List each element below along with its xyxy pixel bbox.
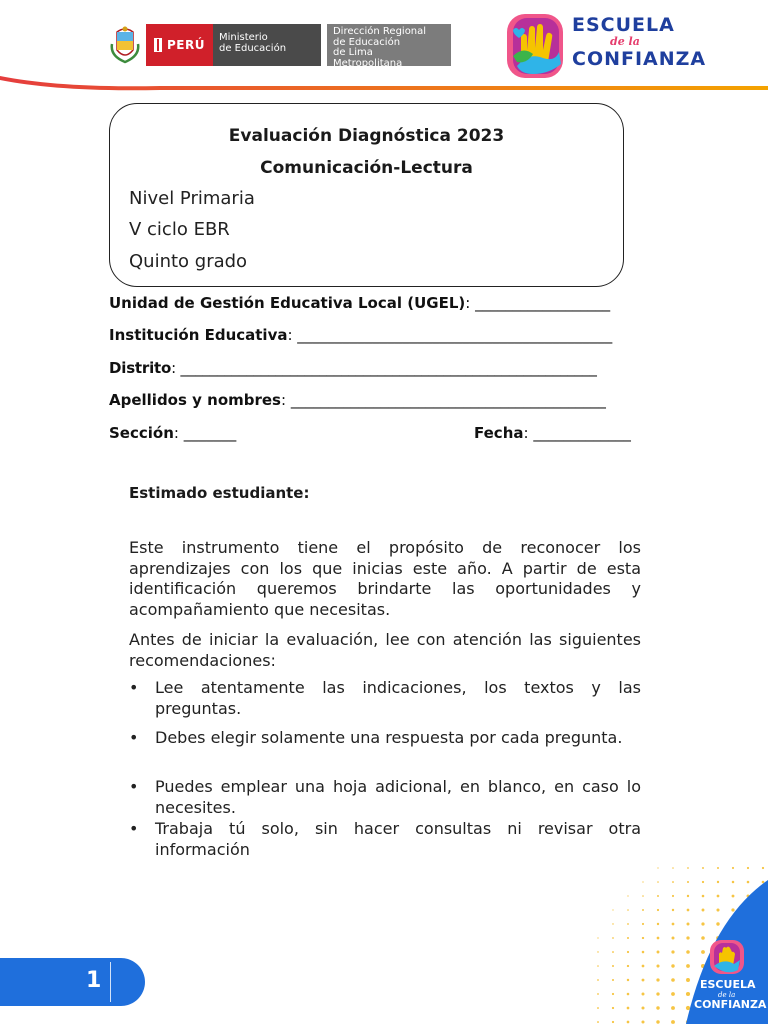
corner-escuela-label: ESCUELA <box>700 978 756 991</box>
decor-dot <box>687 923 690 926</box>
decor-dot <box>671 992 675 996</box>
dre-label: Dirección Regional de Educación de Lima Metropolitana <box>327 24 451 66</box>
decor-dot <box>732 895 735 898</box>
decor-dot <box>612 937 614 939</box>
bullet-icon: • <box>129 819 139 838</box>
decor-dot <box>701 936 705 940</box>
decor-dot <box>762 881 765 884</box>
decor-dot <box>686 936 689 939</box>
decor-dot <box>747 867 749 869</box>
decor-dot <box>657 881 659 883</box>
level-primaria: Nivel Primaria <box>129 188 255 209</box>
decor-dot <box>612 965 614 967</box>
decor-dot <box>612 993 614 995</box>
decor-dot <box>656 1006 659 1009</box>
decor-dot <box>642 951 645 954</box>
decor-dot <box>687 881 689 883</box>
level-grado: Quinto grado <box>129 251 248 272</box>
escuela-confianza-wordmark: ESCUELA de la CONFIANZA <box>572 14 707 70</box>
decor-dot <box>657 951 660 954</box>
decor-dot <box>627 895 628 896</box>
ugel-field[interactable]: Unidad de Gestión Educativa Local (UGEL): __________________ <box>109 294 611 312</box>
decor-dot <box>687 895 689 897</box>
intro-paragraph: Este instrumento tiene el propósito de reconocer los aprendizajes con los que inicias este año. A partir de esta identificación queremos brindarte las oportunidades y acompañamiento que necesitas. <box>129 538 641 619</box>
list-item: • Trabaja tú solo, sin hacer consultas ni revisar otra información <box>129 819 641 859</box>
page-number-tab <box>0 958 145 1006</box>
corner-dela-label: de la <box>718 991 736 999</box>
decor-dot <box>671 1020 675 1024</box>
decor-dot <box>656 978 659 981</box>
decor-dot <box>612 1007 614 1009</box>
decor-dot <box>657 867 658 868</box>
decor-dot <box>657 895 659 897</box>
bullet-icon: • <box>129 777 139 796</box>
decor-dot <box>612 951 614 953</box>
decor-dot <box>597 937 598 938</box>
decor-dot <box>657 937 660 940</box>
decor-dot <box>627 979 629 981</box>
decor-dot <box>597 1021 599 1023</box>
decor-dot <box>672 867 674 869</box>
decor-dot <box>612 979 614 981</box>
decor-dot <box>642 937 644 939</box>
government-logo <box>108 24 451 69</box>
decor-dot <box>627 937 629 939</box>
list-item: • Lee atentamente las indicaciones, los textos y las preguntas. <box>129 678 641 718</box>
decor-dot <box>672 881 674 883</box>
institucion-field[interactable]: Institución Educativa: __________________________________________ <box>109 326 613 344</box>
decor-dot <box>642 993 645 996</box>
peru-label: PERÚ <box>167 38 205 52</box>
decor-dot <box>672 895 674 897</box>
page-tab-divider <box>110 962 111 1002</box>
distrito-field[interactable]: Distrito: _________________________________________________________ <box>109 359 597 377</box>
decor-dot <box>702 881 704 883</box>
decor-dot <box>656 1020 659 1023</box>
decor-dot <box>732 881 735 884</box>
list-item: • Debes elegir solamente una respuesta por cada pregunta. <box>129 728 623 747</box>
decor-dot <box>656 992 659 995</box>
decor-dot <box>701 922 704 925</box>
apellidos-field[interactable]: Apellidos y nombres: __________________________________________ <box>109 391 606 409</box>
decor-dot <box>672 923 675 926</box>
decor-dot <box>612 923 613 924</box>
decor-dot <box>627 909 629 911</box>
decor-dot <box>716 922 719 925</box>
decor-dot <box>686 992 690 996</box>
corner-escuela-logo-icon <box>710 940 744 974</box>
subject-title: Comunicación-Lectura <box>260 158 473 178</box>
decor-dot <box>701 950 705 954</box>
peru-flag-icon <box>154 38 162 52</box>
decor-dot <box>642 895 644 897</box>
decor-dot <box>597 979 599 981</box>
decor-dot <box>716 908 719 911</box>
decor-dot <box>627 1007 630 1010</box>
decor-dot <box>597 951 598 952</box>
decor-dot <box>671 978 675 982</box>
decor-dot <box>627 993 630 996</box>
decor-dot <box>641 1006 644 1009</box>
decor-dot <box>657 909 659 911</box>
decor-dot <box>627 951 629 953</box>
decor-dot <box>641 1020 644 1023</box>
decor-dot <box>597 965 599 967</box>
decor-dot <box>732 867 734 869</box>
decor-dot <box>717 881 719 883</box>
decor-dot <box>686 1006 690 1010</box>
seccion-field[interactable]: Sección: _______ <box>109 424 237 442</box>
decor-dot <box>642 909 644 911</box>
page-number: 1 <box>86 968 102 993</box>
decor-dot <box>671 950 674 953</box>
decor-dot <box>671 1006 675 1010</box>
decor-dot <box>702 867 704 869</box>
decor-dot <box>656 964 659 967</box>
decor-dot <box>686 964 690 968</box>
decor-dot <box>686 950 690 954</box>
corner-decoration <box>590 860 768 1024</box>
decor-dot <box>671 964 674 967</box>
bullet-icon: • <box>129 728 139 747</box>
decor-dot <box>627 923 629 925</box>
decor-dot <box>642 881 643 882</box>
evaluation-title: Evaluación Diagnóstica 2023 <box>228 126 505 146</box>
peru-coat-of-arms-icon <box>108 24 142 66</box>
decor-dot <box>657 923 659 925</box>
decor-dot <box>762 867 764 869</box>
decor-dot <box>672 937 675 940</box>
corner-confianza-label: CONFIANZA <box>694 998 767 1011</box>
decor-dot <box>687 867 689 869</box>
decor-dot <box>731 908 734 911</box>
decor-dot <box>672 909 674 911</box>
decor-dot <box>642 965 645 968</box>
decor-dot <box>686 978 690 982</box>
decor-dot <box>702 909 705 912</box>
list-item: • Puedes emplear una hoja adicional, en blanco, en caso lo necesites. <box>129 777 641 817</box>
ministerio-label: Ministerio de Educación <box>213 24 321 66</box>
bullet-icon: • <box>129 678 139 697</box>
decor-dot <box>717 895 720 898</box>
decor-dot <box>687 909 690 912</box>
decor-dot <box>717 867 719 869</box>
decor-dot <box>612 909 613 910</box>
instructions-paragraph: Antes de iniciar la evaluación, lee con atención las siguientes recomendaciones: <box>129 630 641 670</box>
decor-dot <box>747 881 750 884</box>
header-divider-line <box>0 74 768 94</box>
level-ciclo: V ciclo EBR <box>129 219 230 240</box>
decor-dot <box>597 1007 599 1009</box>
decor-dot <box>612 1021 614 1023</box>
decor-dot <box>627 965 629 967</box>
peru-badge <box>146 24 213 66</box>
greeting: Estimado estudiante: <box>129 484 310 502</box>
decor-dot <box>642 979 645 982</box>
decor-dot <box>627 1021 630 1024</box>
decor-dot <box>597 993 599 995</box>
decor-dot <box>642 923 644 925</box>
decor-dot <box>702 895 705 898</box>
fecha-field[interactable]: Fecha: _____________ <box>474 424 631 442</box>
